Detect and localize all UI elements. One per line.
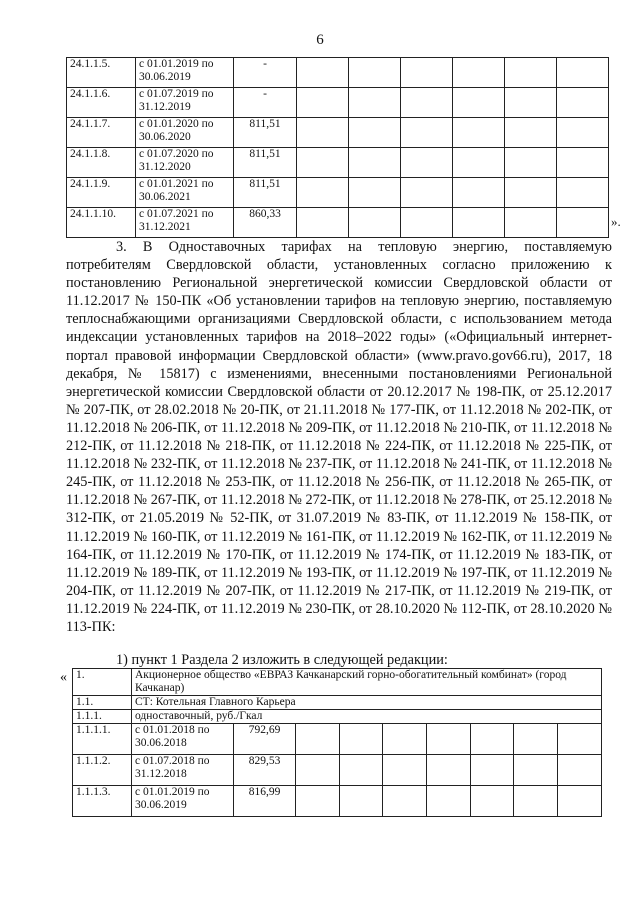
row-value: -	[234, 58, 297, 88]
row-number: 24.1.1.10.	[67, 208, 136, 238]
page-number: 6	[316, 32, 324, 48]
row-value: 811,51	[234, 178, 297, 208]
row-value: -	[234, 88, 297, 118]
row-number: 1.1.	[73, 696, 132, 710]
tariff-table-continued	[66, 57, 609, 238]
row-period: с 01.07.2020 по 31.12.2020	[136, 148, 234, 178]
row-period: с 01.01.2020 по 30.06.2020	[136, 118, 234, 148]
row-value: 816,99	[234, 786, 296, 817]
row-period: с 01.01.2019 по 30.06.2019	[136, 58, 234, 88]
system-name: СТ: Котельная Главного Карьера	[132, 696, 602, 710]
row-value: 860,33	[234, 208, 297, 238]
table-row	[67, 58, 609, 88]
list-item: 1) пункт 1 Раздела 2 изложить в следующей редакции:	[116, 652, 448, 668]
table-header-row	[73, 669, 602, 696]
row-period: с 01.07.2021 по 31.12.2021	[136, 208, 234, 238]
opening-quote: «	[60, 670, 67, 685]
row-period: с 01.07.2018 по 31.12.2018	[132, 755, 234, 786]
row-value: 829,53	[234, 755, 296, 786]
row-number: 1.1.1.1.	[73, 724, 132, 755]
table-row	[67, 178, 609, 208]
row-period: с 01.01.2018 по 30.06.2018	[132, 724, 234, 755]
organization-name: Акционерное общество «ЕВРАЗ Качканарский горно-обогатительный комбинат» (город Качканар)	[132, 669, 602, 696]
row-period: с 01.01.2019 по 30.06.2019	[132, 786, 234, 817]
row-value: 792,69	[234, 724, 296, 755]
paragraph-text: 3. В Одноставочных тарифах на тепловую энергию, поставляемую потребителям Свердловской области, установленных согласно приложению к постановлению Региональной энергетической комиссии Свердловской области от 11.12.2017 № 150-ПК «Об установлении тарифов на тепловую энергию, поставляемую теплоснабжающими организациями Свердловской области, с использованием метода индексации установленных тарифов на 2018–2022 годы» («Официальный интернет-портал правовой информации Свердловской области» (www.pravo.gov66.ru), 2017, 18 декабря, № 15817) с изменениями, внесенными постановлениями Региональной энергетической комиссии Свердловской области от 20.12.2017 № 198-ПК, от 25.12.2017 № 207-ПК, от 28.02.2018 № 20-ПК, от 21.11.2018 № 177-ПК, от 11.12.2018 № 202-ПК, от 11.12.2018 № 206-ПК, от 11.12.2018 № 209-ПК, от 11.12.2018 № 210-ПК, от 11.12.2018 № 212-ПК, от 11.12.2018 № 218-ПК, от 11.12.2018 № 224-ПК, от 11.12.2018 № 225-ПК, от 11.12.2018 № 232-ПК, от 11.12.2018 № 237-ПК, от 11.12.2018 № 241-ПК, от 11.12.2018 № 245-ПК, от 11.12.2018 № 253-ПК, от 11.12.2018 № 256-ПК, от 11.12.2018 № 265-ПК, от 11.12.2018 № 267-ПК, от 11.12.2018 № 272-ПК, от 11.12.2018 № 278-ПК, от 25.12.2018 № 312-ПК, от 21.05.2019 № 52-ПК, от 31.07.2019 № 83-ПК, от 11.12.2019 № 158-ПК, от 11.12.2019 № 160-ПК, от 11.12.2019 № 161-ПК, от 11.12.2019 № 162-ПК, от 11.12.2019 № 164-ПК, от 11.12.2019 № 170-ПК, от 11.12.2019 № 174-ПК, от 11.12.2019 № 183-ПК, от 11.12.2019 № 189-ПК, от 11.12.2019 № 193-ПК, от 11.12.2019 № 197-ПК, от 11.12.2019 № 204-ПК, от 11.12.2019 № 207-ПК, от 11.12.2019 № 217-ПК, от 11.12.2019 № 219-ПК, от 11.12.2019 № 224-ПК, от 11.12.2019 № 230-ПК, от 28.10.2020 № 112-ПК, от 28.10.2020 № 113-ПК:	[66, 239, 612, 635]
table-header-row	[73, 710, 602, 724]
row-number: 24.1.1.7.	[67, 118, 136, 148]
tariff-table-new	[72, 668, 602, 817]
table-header-row	[73, 696, 602, 710]
table-row	[67, 118, 609, 148]
table-row	[67, 208, 609, 238]
row-period: с 01.07.2019 по 31.12.2019	[136, 88, 234, 118]
row-value: 811,51	[234, 118, 297, 148]
row-number: 24.1.1.6.	[67, 88, 136, 118]
row-number: 1.1.1.2.	[73, 755, 132, 786]
closing-quote: ».	[611, 214, 621, 229]
row-number: 24.1.1.8.	[67, 148, 136, 178]
row-number: 24.1.1.9.	[67, 178, 136, 208]
row-number: 1.	[73, 669, 132, 696]
row-value: 811,51	[234, 148, 297, 178]
amendment-paragraph	[66, 238, 612, 636]
table-row	[73, 755, 602, 786]
row-number: 1.1.1.	[73, 710, 132, 724]
row-number: 1.1.1.3.	[73, 786, 132, 817]
table-row	[67, 148, 609, 178]
row-number: 24.1.1.5.	[67, 58, 136, 88]
row-period: с 01.01.2021 по 30.06.2021	[136, 178, 234, 208]
tariff-type: одноставочный, руб./Гкал	[132, 710, 602, 724]
table-row	[73, 786, 602, 817]
table-row	[73, 724, 602, 755]
table-row	[67, 88, 609, 118]
